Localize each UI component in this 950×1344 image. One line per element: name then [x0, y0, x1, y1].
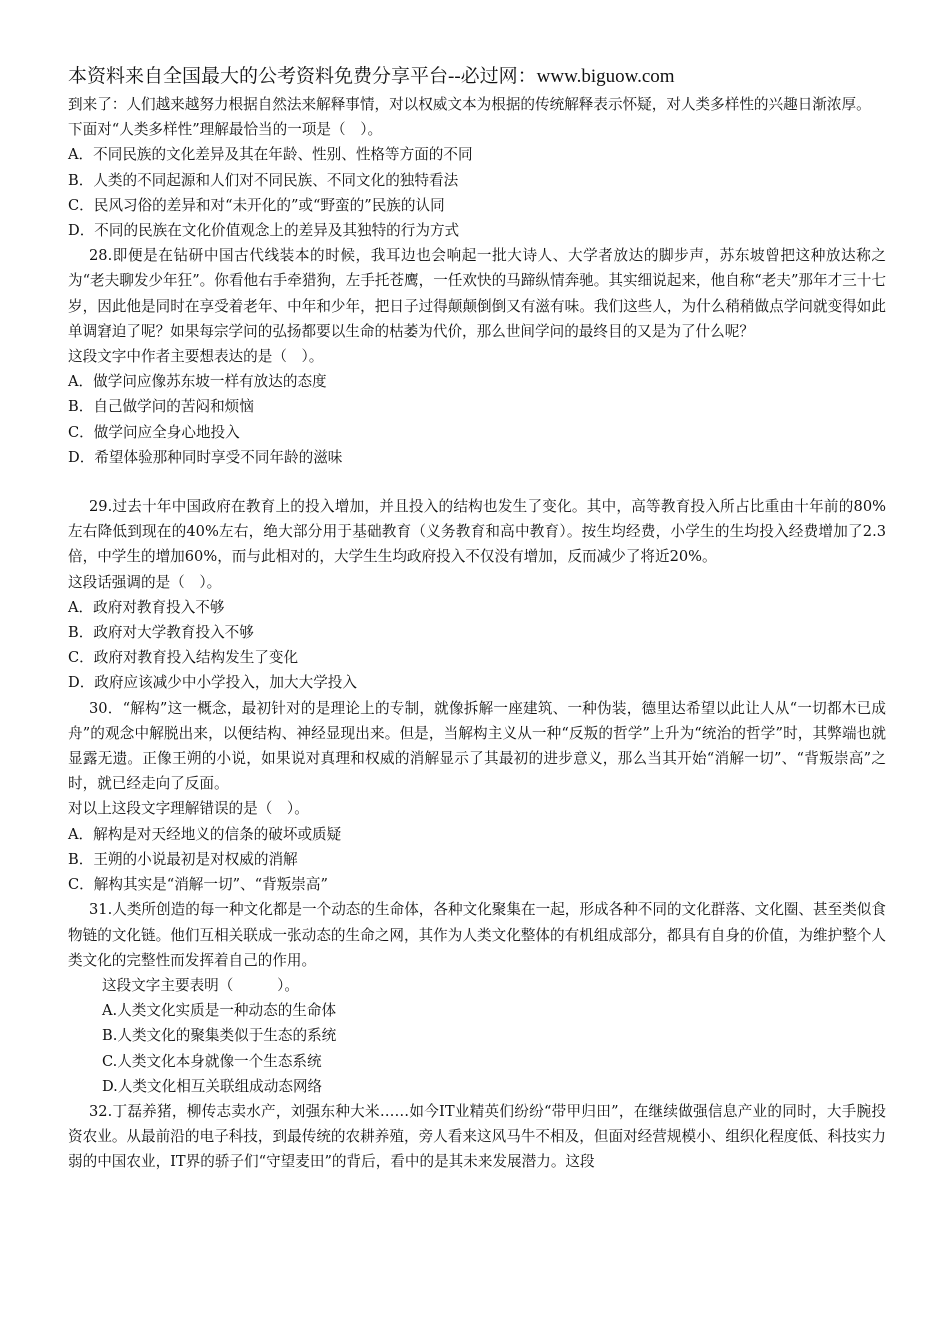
q28-option-b: B．自己做学问的苦闷和烦恼	[68, 398, 254, 416]
q27-passage: 到来了：人们越来越努力根据自然法来解释事情，对以权威文本为根据的传统解释表示怀疑，对人类多样性的兴趣日渐浓厚。	[68, 96, 871, 113]
q29-option-d: D．政府应该减少中小学投入，加大大学投入	[68, 674, 357, 692]
q28-option-c: C．做学问应全身心地投入	[68, 423, 240, 441]
q28-stem: 这段文字中作者主要想表达的是（ ）。	[68, 348, 324, 366]
q27-option-a: A．不同民族的文化差异及其在年龄、性别、性格等方面的不同	[68, 146, 473, 164]
q31-option-c: C.人类文化本身就像一个生态系统	[102, 1052, 322, 1070]
q31-passage: 31.人类所创造的每一种文化都是一个动态的生命体，各种文化聚集在一起，形成各种不同的文化群落、文化圈、甚至类似食物链的文化链。他们互相关联成一张动态的生命之网，其作为人类文化整体的有机组成部分，都具有自身的价值，为维护整个人类文化的完整性而发挥着自己的作用。	[68, 901, 886, 969]
document-page	[68, 64, 886, 1175]
q31-stem: 这段文字主要表明（ ）。	[102, 976, 300, 994]
q32-passage: 32.丁磊养猪，柳传志卖水产，刘强东种大米……如今IT业精英们纷纷“带甲归田”，在继续做强信息产业的同时，大手腕投资农业。从最前沿的电子科技，到最传统的农耕养殖，旁人看来这风马牛不相及，但面对经营规模小、组织化程度低、科技实力弱的中国农业，IT界的骄子们“守望麦田”的背后，看中的是其未来发展潜力。这段	[68, 1102, 886, 1171]
q29-option-c: C．政府对教育投入结构发生了变化	[68, 649, 299, 667]
q30-option-a: A．解构是对天经地义的信条的破坏或质疑	[68, 825, 342, 843]
q30-option-c: C．解构其实是“消解一切”、“背叛崇高”	[68, 876, 328, 894]
q29-passage: 29.过去十年中国政府在教育上的投入增加，并且投入的结构也发生了变化。其中，高等教育投入所占比重由十年前的80%左右降低到现在的40%左右，绝大部分用于基础教育（义务教育和高中教育）。按生均经费，小学生的生均投入经费增加了2.3倍，中学生的增加60%，而与此相对的，大学生生均政府投入不仅没有增加，反而减少了将近20%。	[68, 498, 886, 566]
q30-stem: 对以上这段文字理解错误的是（ ）。	[68, 800, 309, 818]
q28-option-d: D．希望体验那种同时享受不同年龄的滋味	[68, 448, 343, 466]
q27-stem: 下面对“人类多样性”理解最恰当的一项是（ ）。	[68, 121, 383, 139]
page-header: 本资料来自全国最大的公考资料免费分享平台--必过网：www.biguow.com	[68, 66, 675, 87]
q31-option-a: A.人类文化实质是一种动态的生命体	[102, 1002, 337, 1020]
q28-option-a: A．做学问应像苏东坡一样有放达的态度	[68, 373, 327, 391]
q27-option-b: B．人类的不同起源和人们对不同民族、不同文化的独特看法	[68, 171, 459, 189]
q29-option-a: A．政府对教育投入不够	[68, 598, 225, 616]
q28-passage: 28.即便是在钻研中国古代线装本的时候，我耳边也会响起一批大诗人、大学者放达的脚步声，苏东坡曾把这种放达称之为“老夫聊发少年狂”。你看他右手牵猎狗，左手托苍鹰，一任欢快的马蹄纵情奔驰。其实细说起来，他自称“老夫”那年才三十七岁，因此他是同时在享受着老年、中年和少年，把日子过得颠颠倒倒又有滋有味。我们这些人，为什么稍稍做点学问就变得如此单调窘迫了呢？如果每宗学问的弘扬都要以生命的枯萎为代价，那么世间学问的最终目的又是为了什么呢？	[68, 247, 886, 340]
q31-option-b: B.人类文化的聚集类似于生态的系统	[102, 1027, 337, 1045]
q31-option-d: D.人类文化相互关联组成动态网络	[102, 1077, 323, 1095]
q27-option-c: C．民风习俗的差异和对“未开化的”或“野蛮的”民族的认同	[68, 196, 445, 214]
blank-spacer	[68, 470, 886, 494]
q30-passage: 30．“解构”这一概念，最初针对的是理论上的专制，就像拆解一座建筑、一种伪装，德里达希望以此让人从“一切都木已成舟”的观念中解脱出来，以便结构、神经显现出来。但是，当解构主义从一种“反叛的哲学”上升为“统治的哲学”时，其弊端也就显露无遗。正像王朔的小说，如果说对真理和权威的消解显示了其最初的进步意义，那么当其开始“消解一切”、“背叛崇高”之时，就已经走向了反面。	[68, 699, 886, 793]
q27-option-d: D．不同的民族在文化价值观念上的差异及其独特的行为方式	[68, 222, 460, 240]
q29-option-b: B．政府对大学教育投入不够	[68, 624, 254, 642]
q30-option-b: B．王朔的小说最初是对权威的消解	[68, 850, 298, 868]
q29-stem: 这段话强调的是（ ）。	[68, 573, 222, 591]
